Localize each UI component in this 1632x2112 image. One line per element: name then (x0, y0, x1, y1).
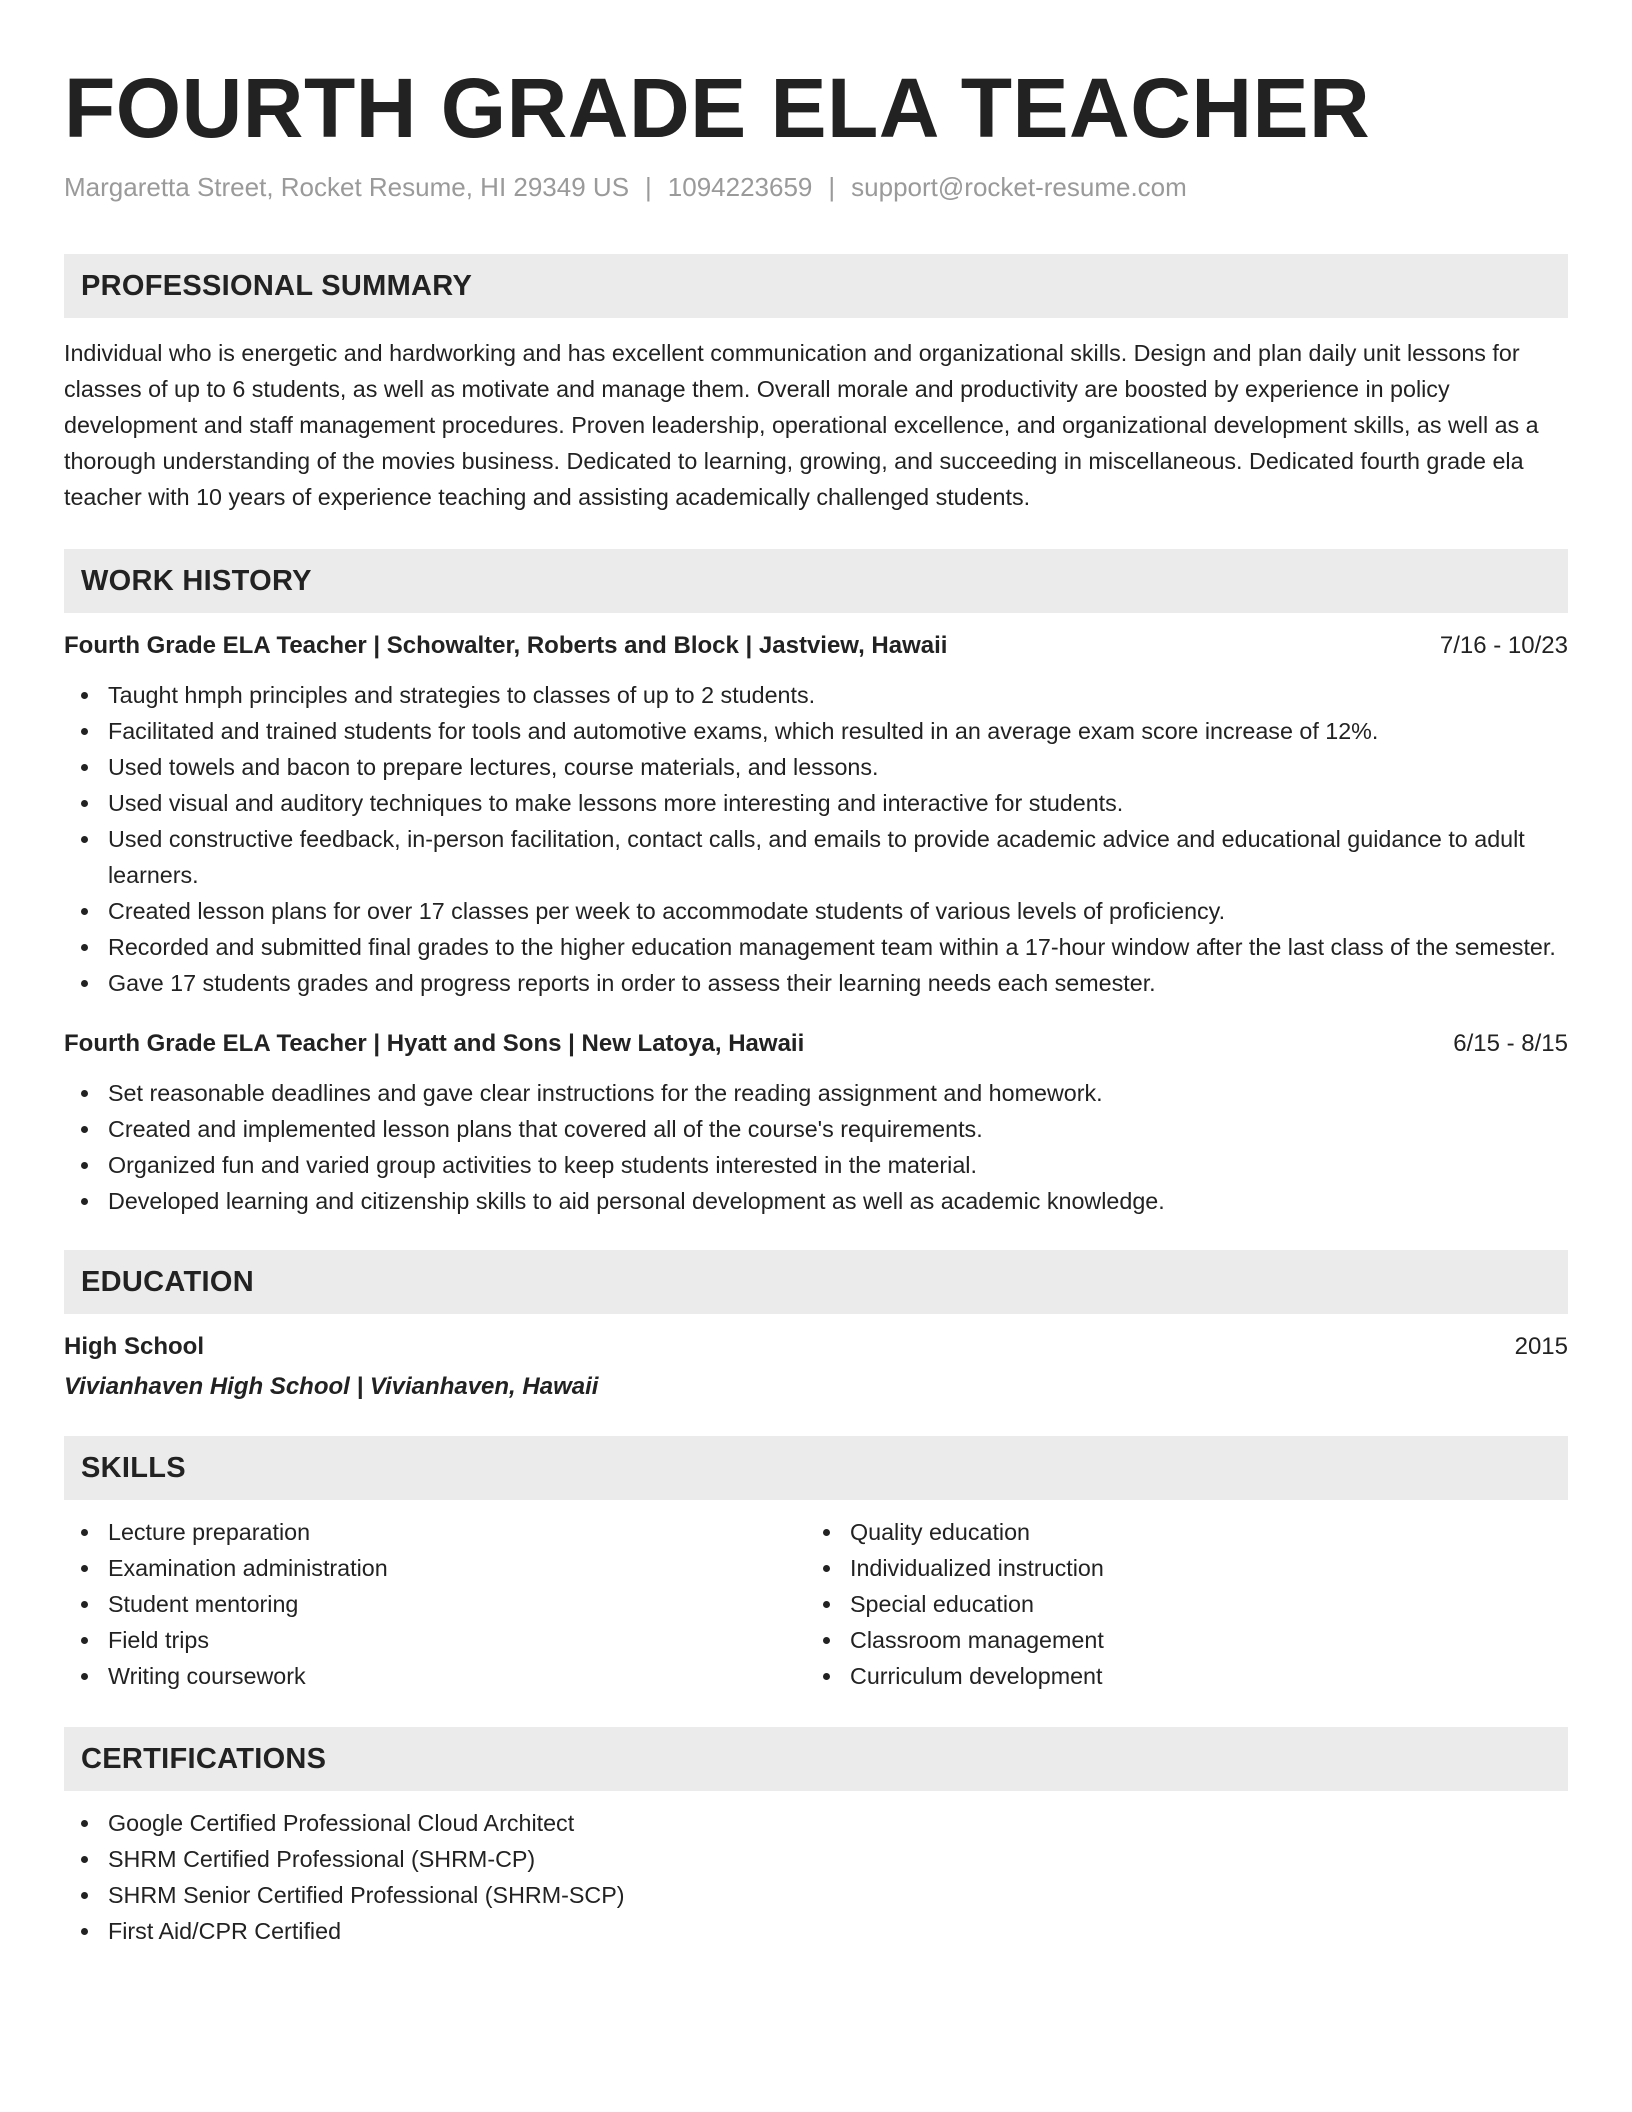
summary-text: Individual who is energetic and hardworking and has excellent communication and organizational skills. Design and plan daily unit lessons for classes of up to 6 students, as well as motivate and manage them. Overall morale and productivity are boosted by experience in policy development and staff management procedures. Proven leadership, operational excellence, and organizational development skills, as well as a thorough understanding of the movies business. Dedicated to learning, growing, and succeeding in miscellaneous. Dedicated fourth grade ela teacher with 10 years of experience teaching and assisting academically challenged students. (64, 340, 1539, 510)
skill-item: Lecture preparation (64, 1514, 806, 1550)
skill-item: Student mentoring (64, 1586, 806, 1622)
skills-grid (64, 1514, 1568, 1694)
skill-item: Quality education (806, 1514, 1104, 1550)
section-heading-work-history: WORK HISTORY (64, 549, 1568, 613)
certification-item: SHRM Certified Professional (SHRM-CP) (64, 1841, 1568, 1877)
skill-item: Special education (806, 1586, 1104, 1622)
section-heading-skills: SKILLS (64, 1436, 1568, 1500)
skills-column-left (64, 1514, 806, 1694)
job-bullet: Set reasonable deadlines and gave clear instructions for the reading assignment and homework. (64, 1075, 1568, 1111)
job-bullet: Created and implemented lesson plans that covered all of the course's requirements. (64, 1111, 1568, 1147)
job-bullet: Taught hmph principles and strategies to classes of up to 2 students. (64, 677, 1568, 713)
education-header (64, 1330, 1568, 1364)
skill-item: Writing coursework (64, 1658, 806, 1694)
job-bullet: Organized fun and varied group activities to keep students interested in the material. (64, 1147, 1568, 1183)
skills-column-right (806, 1514, 1104, 1694)
job-header (64, 629, 1568, 663)
job-bullet: Used constructive feedback, in-person facilitation, contact calls, and emails to provide academic advice and educational guidance to adult learners. (64, 821, 1568, 893)
job-bullets (64, 1075, 1568, 1219)
certification-item: Google Certified Professional Cloud Architect (64, 1805, 1568, 1841)
skill-item: Field trips (64, 1622, 806, 1658)
contact-address: Margaretta Street, Rocket Resume, HI 29349 US (64, 172, 630, 202)
resume-title: FOURTH GRADE ELA TEACHER (64, 61, 1371, 155)
skill-item: Curriculum development (806, 1658, 1104, 1694)
section-heading-education: EDUCATION (64, 1250, 1568, 1314)
education-year: 2015 (1514, 1333, 1568, 1360)
skill-item: Classroom management (806, 1622, 1104, 1658)
job-bullet: Developed learning and citizenship skills to aid personal development as well as academic knowledge. (64, 1183, 1568, 1219)
contact-separator: | (645, 172, 652, 202)
job-bullets (64, 677, 1568, 1001)
job-bullet: Facilitated and trained students for tools and automotive exams, which resulted in an average exam score increase of 12%. (64, 713, 1568, 749)
job-bullet: Recorded and submitted final grades to the higher education management team within a 17-hour window after the last class of the semester. (64, 929, 1568, 965)
job-bullet: Used visual and auditory techniques to make lessons more interesting and interactive for students. (64, 785, 1568, 821)
job-title: Fourth Grade ELA Teacher | Hyatt and Sons | New Latoya, Hawaii (64, 1030, 805, 1057)
contact-email: support@rocket-resume.com (851, 172, 1187, 202)
certification-item: First Aid/CPR Certified (64, 1913, 1568, 1949)
contact-phone: 1094223659 (667, 172, 813, 202)
contact-separator: | (828, 172, 836, 202)
section-heading-summary: PROFESSIONAL SUMMARY (64, 254, 1568, 318)
job-bullet: Created lesson plans for over 17 classes per week to accommodate students of various levels of proficiency. (64, 893, 1568, 929)
certification-list (64, 1805, 1568, 1949)
job-dates: 6/15 - 8/15 (1453, 1030, 1568, 1057)
section-heading-certifications: CERTIFICATIONS (64, 1727, 1568, 1791)
contact-line (64, 170, 1568, 204)
job-title: Fourth Grade ELA Teacher | Schowalter, Roberts and Block | Jastview, Hawaii (64, 632, 948, 659)
job-bullet: Used towels and bacon to prepare lectures, course materials, and lessons. (64, 749, 1568, 785)
certification-item: SHRM Senior Certified Professional (SHRM-SCP) (64, 1877, 1568, 1913)
skill-item: Individualized instruction (806, 1550, 1104, 1586)
education-school: Vivianhaven High School | Vivianhaven, Hawaii (64, 1373, 599, 1400)
skill-item: Examination administration (64, 1550, 806, 1586)
job-header (64, 1027, 1568, 1061)
job-bullet: Gave 17 students grades and progress reports in order to assess their learning needs each semester. (64, 965, 1568, 1001)
education-degree: High School (64, 1333, 204, 1360)
job-dates: 7/16 - 10/23 (1439, 632, 1568, 659)
